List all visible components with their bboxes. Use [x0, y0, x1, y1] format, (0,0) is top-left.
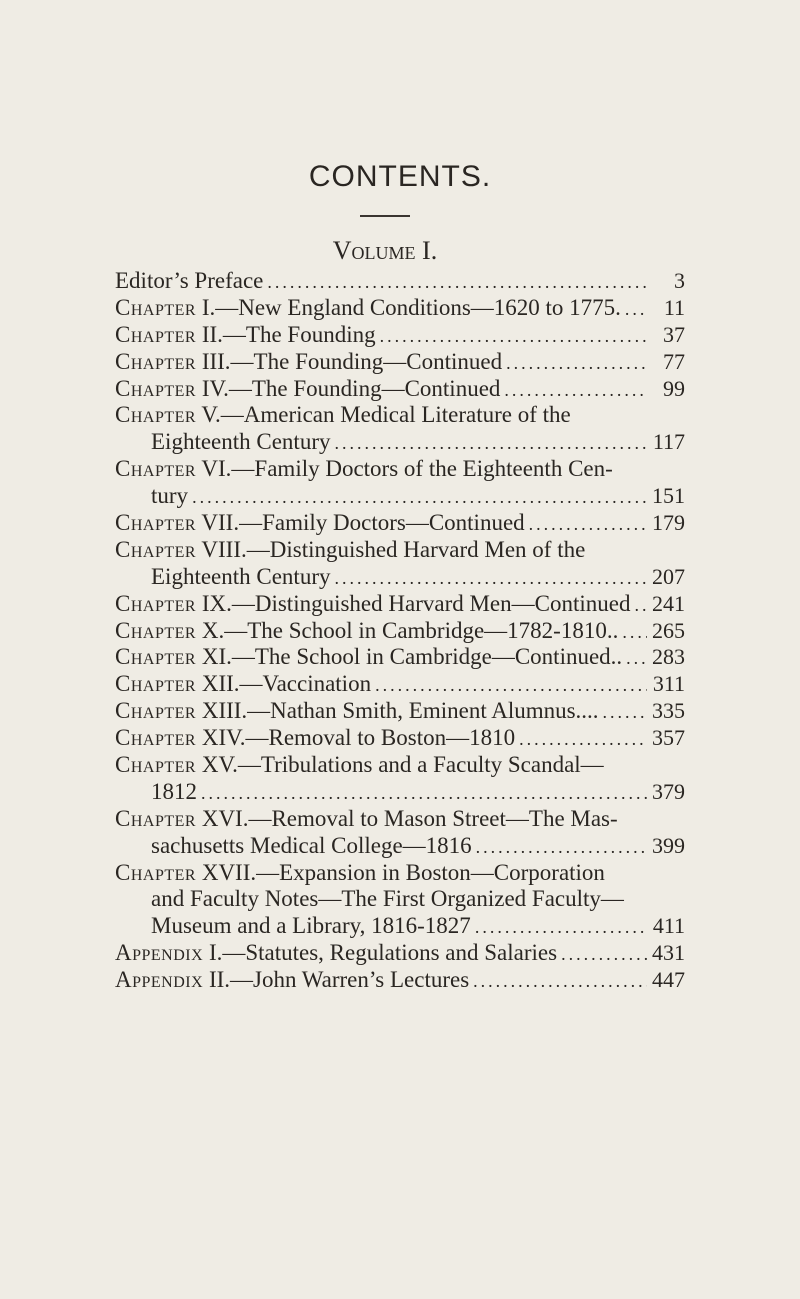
- toc-page-number: 99: [663, 375, 685, 401]
- toc-entry-line: [115, 860, 685, 887]
- toc-entry-line: [115, 806, 685, 833]
- toc-entry-line: [115, 967, 685, 994]
- toc-entry-title: Chapter VII.—Family Doctors—Continued: [115, 510, 525, 536]
- toc-page-number: 411: [652, 913, 685, 939]
- toc-entry-title: tury: [151, 483, 189, 509]
- toc-entry-line: [115, 564, 685, 591]
- toc-page-number: 207: [652, 563, 685, 589]
- toc-entry-line: [115, 268, 685, 295]
- toc-entry-title: 1812: [151, 778, 197, 804]
- page-title: CONTENTS.: [308, 160, 492, 193]
- toc-entry-line: [115, 833, 685, 860]
- toc-entry-line: [115, 752, 685, 779]
- dot-leader: [475, 914, 647, 941]
- toc-entry: [115, 698, 685, 725]
- toc-entry-title: Appendix II.—John Warren’s Lectures: [115, 967, 470, 993]
- dot-leader: [529, 511, 647, 538]
- toc-page-number: 357: [652, 725, 685, 751]
- toc-page-number: 117: [652, 429, 685, 455]
- toc-entry: [115, 510, 685, 537]
- toc-entry: [115, 591, 685, 618]
- toc-page-number: 447: [652, 967, 685, 993]
- dot-leader: [622, 619, 647, 646]
- toc-page-number: 265: [652, 617, 685, 643]
- toc-entry-title: Chapter XIV.—Removal to Boston—1810: [115, 725, 516, 751]
- toc-entry: [115, 806, 685, 860]
- toc-page-number: 335: [652, 698, 685, 724]
- toc-entry-line: [115, 322, 685, 349]
- toc-entry: [115, 268, 685, 295]
- table-of-contents: [115, 268, 685, 994]
- toc-entry-title: sachusetts Medical College—1816: [151, 832, 472, 858]
- dot-leader: [519, 726, 647, 753]
- toc-entry-line: [115, 349, 685, 376]
- toc-page-number: 3: [674, 268, 685, 293]
- toc-page-number: 311: [652, 671, 685, 697]
- toc-entry: [115, 725, 685, 752]
- toc-entry-title: Chapter XII.—Vaccination: [115, 671, 372, 697]
- toc-entry: [115, 456, 685, 510]
- toc-entry-line: [115, 644, 685, 671]
- dot-leader: [335, 430, 648, 457]
- toc-entry: [115, 618, 685, 645]
- toc-entry-line: [115, 779, 685, 806]
- toc-entry-title: Chapter V.—American Medical Literature of the: [115, 402, 571, 428]
- toc-entry-title: Chapter VI.—Family Doctors of the Eighteenth Cen-: [115, 456, 613, 482]
- toc-entry: [115, 402, 685, 456]
- toc-entry-line: [115, 913, 685, 940]
- toc-page-number: 37: [663, 321, 685, 347]
- toc-page-number: 399: [652, 832, 685, 858]
- toc-page-number: 241: [652, 590, 685, 616]
- toc-entry-title: Chapter XV.—Tribulations and a Faculty Scandal—: [115, 752, 604, 778]
- toc-entry-title: Chapter XVII.—Expansion in Boston—Corporation: [115, 859, 605, 885]
- toc-entry-line: [115, 591, 685, 618]
- toc-page-number: 431: [652, 940, 685, 966]
- toc-entry-line: [115, 429, 685, 456]
- volume-heading: Volume I.: [332, 236, 438, 265]
- toc-entry-title: Editor’s Preface: [115, 268, 264, 293]
- toc-entry-line: [115, 886, 685, 913]
- toc-entry-line: [115, 671, 685, 698]
- toc-entry: [115, 940, 685, 967]
- dot-leader: [201, 780, 647, 807]
- toc-entry: [115, 644, 685, 671]
- toc-entry-line: [115, 295, 685, 322]
- toc-entry-title: and Faculty Notes—The First Organized Faculty—: [151, 886, 624, 912]
- toc-entry-title: Chapter XIII.—Nathan Smith, Eminent Alumnus....: [115, 698, 599, 724]
- toc-entry: [115, 376, 685, 403]
- toc-entry-title: Appendix I.—Statutes, Regulations and Salaries: [115, 940, 558, 966]
- dot-leader: [380, 323, 647, 350]
- toc-page-number: 11: [663, 294, 685, 320]
- toc-page-number: 379: [652, 778, 685, 804]
- toc-entry: [115, 537, 685, 591]
- toc-entry: [115, 967, 685, 994]
- toc-entry-line: [115, 725, 685, 752]
- toc-entry-line: [115, 698, 685, 725]
- dot-leader: [192, 484, 647, 511]
- toc-entry-line: [115, 537, 685, 564]
- toc-entry-title: Eighteenth Century: [151, 563, 331, 589]
- dot-leader: [506, 350, 647, 377]
- toc-entry-title: Chapter X.—The School in Cambridge—1782-1810..: [115, 617, 619, 643]
- toc-entry: [115, 860, 685, 941]
- toc-entry-title: Chapter III.—The Founding—Continued: [115, 348, 503, 374]
- dot-leader: [267, 269, 647, 296]
- toc-entry-line: [115, 402, 685, 429]
- dot-leader: [504, 377, 647, 404]
- toc-entry-title: Chapter II.—The Founding: [115, 321, 376, 347]
- toc-entry-line: [115, 510, 685, 537]
- toc-entry-title: Chapter I.—New England Conditions—1620 to 1775.: [115, 294, 621, 320]
- toc-entry-title: Museum and a Library, 1816-1827: [151, 913, 471, 939]
- toc-page-number: 283: [652, 644, 685, 670]
- dot-leader: [634, 592, 647, 619]
- toc-page-number: 77: [663, 348, 685, 374]
- toc-page-number: 151: [652, 483, 685, 509]
- toc-entry: [115, 671, 685, 698]
- toc-entry: [115, 349, 685, 376]
- toc-entry-title: Chapter IV.—The Founding—Continued: [115, 375, 501, 401]
- toc-entry-title: Chapter XVI.—Removal to Mason Street—The Mas-: [115, 805, 618, 831]
- toc-entry-title: Chapter IX.—Distinguished Harvard Men—Continued: [115, 590, 631, 616]
- toc-entry-line: [115, 376, 685, 403]
- toc-page-number: 179: [652, 510, 685, 536]
- toc-entry-line: [115, 940, 685, 967]
- title-divider: [360, 215, 410, 217]
- toc-entry: [115, 322, 685, 349]
- dot-leader: [626, 645, 647, 672]
- dot-leader: [473, 968, 647, 995]
- toc-entry: [115, 295, 685, 322]
- dot-leader: [603, 699, 647, 726]
- dot-leader: [375, 672, 647, 699]
- dot-leader: [561, 941, 647, 968]
- dot-leader: [335, 565, 648, 592]
- dot-leader: [476, 834, 647, 861]
- toc-entry-title: Chapter VIII.—Distinguished Harvard Men of the: [115, 536, 586, 562]
- toc-entry: [115, 752, 685, 806]
- dot-leader: [625, 296, 647, 323]
- toc-entry-title: Chapter XI.—The School in Cambridge—Continued..: [115, 644, 623, 670]
- toc-entry-line: [115, 483, 685, 510]
- toc-entry-line: [115, 618, 685, 645]
- toc-entry-line: [115, 456, 685, 483]
- toc-entry-title: Eighteenth Century: [151, 429, 331, 455]
